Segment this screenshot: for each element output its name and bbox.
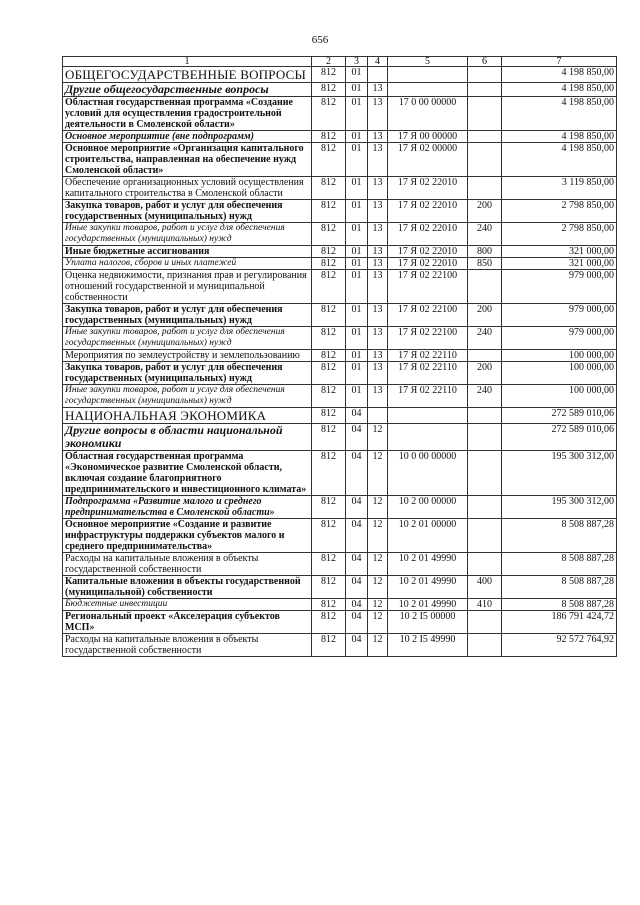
row-expense-type-cell: 200 bbox=[468, 304, 502, 327]
row-ved-cell: 812 bbox=[312, 553, 346, 576]
row-name-cell: Закупка товаров, работ и услуг для обеспечения государственных (муниципальных) нужд bbox=[63, 200, 312, 223]
row-ved-cell: 812 bbox=[312, 304, 346, 327]
row-amount-cell: 2 798 850,00 bbox=[502, 223, 617, 246]
row-target-cell: 17 Я 02 22010 bbox=[388, 223, 468, 246]
row-target-cell: 17 Я 00 00000 bbox=[388, 131, 468, 143]
header-col-3: 3 bbox=[346, 57, 368, 67]
table-row bbox=[63, 223, 617, 246]
row-section-cell: 01 bbox=[346, 270, 368, 304]
row-name-cell: Бюджетные инвестиции bbox=[63, 599, 312, 611]
row-ved-cell: 812 bbox=[312, 408, 346, 424]
row-section-cell: 01 bbox=[346, 385, 368, 408]
row-expense-type-cell bbox=[468, 177, 502, 200]
table-header-row bbox=[63, 57, 617, 67]
row-name-cell: Иные закупки товаров, работ и услуг для обеспечения государственных (муниципальных) нужд bbox=[63, 223, 312, 246]
table-row bbox=[63, 258, 617, 270]
row-target-cell: 10 2 I5 00000 bbox=[388, 611, 468, 634]
row-name-cell: Региональный проект «Акселерация субъектов МСП» bbox=[63, 611, 312, 634]
row-name-cell: Оценка недвижимости, признания прав и регулирования отношений государственной и муниципальной собственности bbox=[63, 270, 312, 304]
row-expense-type-cell bbox=[468, 97, 502, 131]
row-section-cell: 04 bbox=[346, 599, 368, 611]
row-amount-cell: 8 508 887,28 bbox=[502, 519, 617, 553]
table-row bbox=[63, 177, 617, 200]
row-name-cell: ОБЩЕГОСУДАРСТВЕННЫЕ ВОПРОСЫ bbox=[63, 67, 312, 83]
row-ved-cell: 812 bbox=[312, 223, 346, 246]
row-name-cell: Расходы на капитальные вложения в объекты государственной собственности bbox=[63, 553, 312, 576]
row-subsection-cell: 13 bbox=[368, 97, 388, 131]
table-row bbox=[63, 385, 617, 408]
row-name-cell: Закупка товаров, работ и услуг для обеспечения государственных (муниципальных) нужд bbox=[63, 362, 312, 385]
row-expense-type-cell bbox=[468, 611, 502, 634]
row-section-cell: 01 bbox=[346, 304, 368, 327]
table-row bbox=[63, 408, 617, 424]
row-subsection-cell: 12 bbox=[368, 599, 388, 611]
budget-table bbox=[62, 56, 617, 657]
row-amount-cell: 4 198 850,00 bbox=[502, 143, 617, 177]
row-section-cell: 01 bbox=[346, 67, 368, 83]
row-ved-cell: 812 bbox=[312, 350, 346, 362]
table-row bbox=[63, 143, 617, 177]
row-amount-cell: 8 508 887,28 bbox=[502, 553, 617, 576]
row-expense-type-cell: 200 bbox=[468, 362, 502, 385]
row-ved-cell: 812 bbox=[312, 246, 346, 258]
row-name-cell: НАЦИОНАЛЬНАЯ ЭКОНОМИКА bbox=[63, 408, 312, 424]
row-amount-cell: 100 000,00 bbox=[502, 385, 617, 408]
row-name-cell: Подпрограмма «Развитие малого и среднего предпринимательства в Смоленской области» bbox=[63, 496, 312, 519]
row-section-cell: 01 bbox=[346, 200, 368, 223]
row-expense-type-cell bbox=[468, 519, 502, 553]
table-row bbox=[63, 83, 617, 97]
row-ved-cell: 812 bbox=[312, 143, 346, 177]
row-amount-cell: 195 300 312,00 bbox=[502, 451, 617, 496]
row-ved-cell: 812 bbox=[312, 83, 346, 97]
row-amount-cell: 186 791 424,72 bbox=[502, 611, 617, 634]
row-amount-cell: 321 000,00 bbox=[502, 258, 617, 270]
row-target-cell: 17 Я 02 22100 bbox=[388, 270, 468, 304]
row-subsection-cell: 13 bbox=[368, 304, 388, 327]
row-subsection-cell: 12 bbox=[368, 451, 388, 496]
row-subsection-cell: 12 bbox=[368, 576, 388, 599]
row-expense-type-cell bbox=[468, 350, 502, 362]
row-expense-type-cell: 240 bbox=[468, 223, 502, 246]
row-section-cell: 01 bbox=[346, 143, 368, 177]
header-col-2: 2 bbox=[312, 57, 346, 67]
row-subsection-cell: 13 bbox=[368, 385, 388, 408]
row-ved-cell: 812 bbox=[312, 270, 346, 304]
row-section-cell: 04 bbox=[346, 576, 368, 599]
header-col-1: 1 bbox=[63, 57, 312, 67]
row-ved-cell: 812 bbox=[312, 362, 346, 385]
row-target-cell bbox=[388, 424, 468, 451]
row-expense-type-cell: 800 bbox=[468, 246, 502, 258]
row-name-cell: Уплата налогов, сборов и иных платежей bbox=[63, 258, 312, 270]
row-name-cell: Областная государственная программа «Создание условий для осуществления градостроительной деятельности в Смоленской области» bbox=[63, 97, 312, 131]
row-target-cell: 17 Я 02 22110 bbox=[388, 362, 468, 385]
page-number: 656 bbox=[311, 34, 329, 46]
row-subsection-cell: 13 bbox=[368, 223, 388, 246]
row-name-cell: Закупка товаров, работ и услуг для обеспечения государственных (муниципальных) нужд bbox=[63, 304, 312, 327]
table-row bbox=[63, 327, 617, 350]
row-target-cell: 10 0 00 00000 bbox=[388, 451, 468, 496]
row-amount-cell: 8 508 887,28 bbox=[502, 576, 617, 599]
table-row bbox=[63, 350, 617, 362]
row-subsection-cell: 12 bbox=[368, 553, 388, 576]
row-ved-cell: 812 bbox=[312, 519, 346, 553]
row-amount-cell: 3 119 850,00 bbox=[502, 177, 617, 200]
row-ved-cell: 812 bbox=[312, 424, 346, 451]
row-subsection-cell: 13 bbox=[368, 177, 388, 200]
row-target-cell: 17 Я 02 22100 bbox=[388, 327, 468, 350]
row-amount-cell: 92 572 764,92 bbox=[502, 634, 617, 657]
table-row bbox=[63, 451, 617, 496]
row-section-cell: 01 bbox=[346, 83, 368, 97]
row-target-cell: 10 2 01 49990 bbox=[388, 599, 468, 611]
table-row bbox=[63, 496, 617, 519]
row-subsection-cell: 13 bbox=[368, 350, 388, 362]
row-expense-type-cell bbox=[468, 83, 502, 97]
table-row bbox=[63, 270, 617, 304]
row-name-cell: Иные закупки товаров, работ и услуг для обеспечения государственных (муниципальных) нужд bbox=[63, 327, 312, 350]
row-expense-type-cell: 850 bbox=[468, 258, 502, 270]
row-amount-cell: 4 198 850,00 bbox=[502, 67, 617, 83]
row-name-cell: Областная государственная программа «Экономическое развитие Смоленской области, включая создание благоприятного предпринимательского и инвестиционного климата» bbox=[63, 451, 312, 496]
row-name-cell: Основное мероприятие «Организация капитального строительства, направленная на обеспечение нужд Смоленской области» bbox=[63, 143, 312, 177]
row-name-cell: Мероприятия по землеустройству и землепользованию bbox=[63, 350, 312, 362]
row-amount-cell: 195 300 312,00 bbox=[502, 496, 617, 519]
row-section-cell: 04 bbox=[346, 519, 368, 553]
row-ved-cell: 812 bbox=[312, 611, 346, 634]
row-target-cell: 17 0 00 00000 bbox=[388, 97, 468, 131]
row-amount-cell: 2 798 850,00 bbox=[502, 200, 617, 223]
row-target-cell: 10 2 01 49990 bbox=[388, 576, 468, 599]
row-target-cell bbox=[388, 408, 468, 424]
row-ved-cell: 812 bbox=[312, 327, 346, 350]
header-col-5: 5 bbox=[388, 57, 468, 67]
row-section-cell: 01 bbox=[346, 350, 368, 362]
row-subsection-cell: 12 bbox=[368, 611, 388, 634]
table-row bbox=[63, 576, 617, 599]
row-subsection-cell: 13 bbox=[368, 83, 388, 97]
row-name-cell: Капитальные вложения в объекты государственной (муниципальной) собственности bbox=[63, 576, 312, 599]
row-expense-type-cell: 400 bbox=[468, 576, 502, 599]
row-ved-cell: 812 bbox=[312, 576, 346, 599]
table-row bbox=[63, 424, 617, 451]
row-expense-type-cell bbox=[468, 131, 502, 143]
row-expense-type-cell bbox=[468, 67, 502, 83]
row-subsection-cell: 13 bbox=[368, 258, 388, 270]
row-expense-type-cell bbox=[468, 424, 502, 451]
row-amount-cell: 4 198 850,00 bbox=[502, 97, 617, 131]
row-section-cell: 01 bbox=[346, 223, 368, 246]
row-ved-cell: 812 bbox=[312, 258, 346, 270]
row-name-cell: Иные закупки товаров, работ и услуг для обеспечения государственных (муниципальных) нужд bbox=[63, 385, 312, 408]
row-target-cell: 10 2 00 00000 bbox=[388, 496, 468, 519]
row-section-cell: 04 bbox=[346, 424, 368, 451]
row-subsection-cell: 13 bbox=[368, 246, 388, 258]
row-section-cell: 01 bbox=[346, 177, 368, 200]
row-ved-cell: 812 bbox=[312, 67, 346, 83]
row-section-cell: 01 bbox=[346, 131, 368, 143]
row-subsection-cell: 13 bbox=[368, 131, 388, 143]
table-row bbox=[63, 246, 617, 258]
header-col-7: 7 bbox=[502, 57, 617, 67]
row-target-cell: 17 Я 02 22010 bbox=[388, 246, 468, 258]
row-ved-cell: 812 bbox=[312, 599, 346, 611]
row-section-cell: 04 bbox=[346, 451, 368, 496]
row-section-cell: 01 bbox=[346, 362, 368, 385]
row-amount-cell: 4 198 850,00 bbox=[502, 83, 617, 97]
row-name-cell: Основное мероприятие «Создание и развитие инфраструктуры поддержки субъектов малого и среднего предпринимательства» bbox=[63, 519, 312, 553]
table-row bbox=[63, 599, 617, 611]
row-ved-cell: 812 bbox=[312, 200, 346, 223]
row-subsection-cell: 12 bbox=[368, 519, 388, 553]
row-expense-type-cell bbox=[468, 143, 502, 177]
row-section-cell: 04 bbox=[346, 496, 368, 519]
row-subsection-cell: 13 bbox=[368, 200, 388, 223]
row-amount-cell: 272 589 010,06 bbox=[502, 408, 617, 424]
row-expense-type-cell bbox=[468, 634, 502, 657]
row-expense-type-cell bbox=[468, 451, 502, 496]
row-amount-cell: 272 589 010,06 bbox=[502, 424, 617, 451]
row-target-cell: 10 2 I5 49990 bbox=[388, 634, 468, 657]
row-ved-cell: 812 bbox=[312, 634, 346, 657]
row-amount-cell: 100 000,00 bbox=[502, 362, 617, 385]
row-subsection-cell: 13 bbox=[368, 143, 388, 177]
row-target-cell bbox=[388, 67, 468, 83]
row-ved-cell: 812 bbox=[312, 97, 346, 131]
row-section-cell: 04 bbox=[346, 611, 368, 634]
header-col-4: 4 bbox=[368, 57, 388, 67]
row-subsection-cell: 13 bbox=[368, 270, 388, 304]
row-subsection-cell: 12 bbox=[368, 424, 388, 451]
row-target-cell: 17 Я 02 22100 bbox=[388, 304, 468, 327]
row-expense-type-cell: 410 bbox=[468, 599, 502, 611]
row-section-cell: 01 bbox=[346, 327, 368, 350]
table-row bbox=[63, 611, 617, 634]
row-section-cell: 04 bbox=[346, 634, 368, 657]
row-name-cell: Основное мероприятие (вне подпрограмм) bbox=[63, 131, 312, 143]
row-section-cell: 01 bbox=[346, 246, 368, 258]
header-col-6: 6 bbox=[468, 57, 502, 67]
row-name-cell: Другие общегосударственные вопросы bbox=[63, 83, 312, 97]
row-expense-type-cell: 240 bbox=[468, 385, 502, 408]
row-expense-type-cell bbox=[468, 270, 502, 304]
row-ved-cell: 812 bbox=[312, 496, 346, 519]
row-expense-type-cell: 200 bbox=[468, 200, 502, 223]
row-ved-cell: 812 bbox=[312, 177, 346, 200]
row-amount-cell: 100 000,00 bbox=[502, 350, 617, 362]
row-target-cell: 17 Я 02 22010 bbox=[388, 177, 468, 200]
row-subsection-cell bbox=[368, 67, 388, 83]
row-name-cell: Другие вопросы в области национальной экономики bbox=[63, 424, 312, 451]
row-name-cell: Расходы на капитальные вложения в объекты государственной собственности bbox=[63, 634, 312, 657]
row-subsection-cell: 12 bbox=[368, 496, 388, 519]
row-target-cell bbox=[388, 83, 468, 97]
row-amount-cell: 979 000,00 bbox=[502, 304, 617, 327]
row-amount-cell: 8 508 887,28 bbox=[502, 599, 617, 611]
row-expense-type-cell bbox=[468, 496, 502, 519]
row-section-cell: 04 bbox=[346, 408, 368, 424]
table-row bbox=[63, 67, 617, 83]
row-section-cell: 04 bbox=[346, 553, 368, 576]
row-target-cell: 10 2 01 49990 bbox=[388, 553, 468, 576]
table-row bbox=[63, 304, 617, 327]
table-row bbox=[63, 131, 617, 143]
row-target-cell: 17 Я 02 22010 bbox=[388, 200, 468, 223]
row-subsection-cell: 13 bbox=[368, 362, 388, 385]
row-subsection-cell: 12 bbox=[368, 634, 388, 657]
table-row bbox=[63, 200, 617, 223]
row-subsection-cell bbox=[368, 408, 388, 424]
row-target-cell: 17 Я 02 00000 bbox=[388, 143, 468, 177]
row-amount-cell: 979 000,00 bbox=[502, 270, 617, 304]
row-subsection-cell: 13 bbox=[368, 327, 388, 350]
table-row bbox=[63, 634, 617, 657]
table-row bbox=[63, 519, 617, 553]
table-row bbox=[63, 362, 617, 385]
table-row bbox=[63, 553, 617, 576]
row-ved-cell: 812 bbox=[312, 131, 346, 143]
row-target-cell: 10 2 01 00000 bbox=[388, 519, 468, 553]
row-target-cell: 17 Я 02 22110 bbox=[388, 350, 468, 362]
row-ved-cell: 812 bbox=[312, 385, 346, 408]
row-expense-type-cell: 240 bbox=[468, 327, 502, 350]
row-expense-type-cell bbox=[468, 408, 502, 424]
table-row bbox=[63, 97, 617, 131]
row-section-cell: 01 bbox=[346, 97, 368, 131]
row-name-cell: Иные бюджетные ассигнования bbox=[63, 246, 312, 258]
row-section-cell: 01 bbox=[346, 258, 368, 270]
row-amount-cell: 4 198 850,00 bbox=[502, 131, 617, 143]
row-name-cell: Обеспечение организационных условий осуществления капитального строительства в Смоленской области bbox=[63, 177, 312, 200]
row-target-cell: 17 Я 02 22110 bbox=[388, 385, 468, 408]
row-amount-cell: 321 000,00 bbox=[502, 246, 617, 258]
row-amount-cell: 979 000,00 bbox=[502, 327, 617, 350]
row-expense-type-cell bbox=[468, 553, 502, 576]
row-ved-cell: 812 bbox=[312, 451, 346, 496]
row-target-cell: 17 Я 02 22010 bbox=[388, 258, 468, 270]
